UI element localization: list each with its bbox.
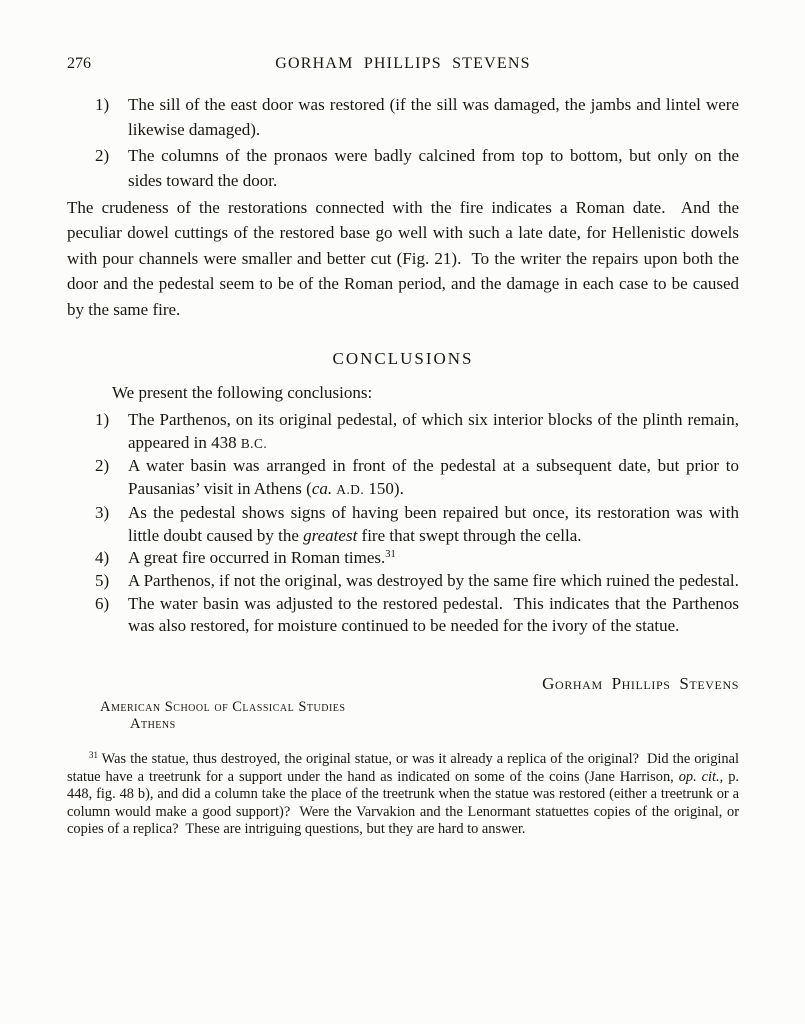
damage-list [67, 92, 744, 194]
list-item [67, 143, 744, 194]
list-item [67, 409, 744, 455]
list-item-number: 4) [95, 548, 110, 568]
author-signature: Gorham Phillips Stevens [542, 674, 739, 693]
running-head: GORHAM PHILLIPS STEVENS [275, 55, 531, 72]
affiliation [67, 699, 739, 732]
list-item [67, 455, 744, 501]
affiliation-line1: American School of Classical Studies [100, 699, 346, 715]
list-item-text: The water basin was adjusted to the restored pedestal. This indicates that the Parthenos was also restored, for moisture continued to be needed for the ivory of the statue. [128, 593, 744, 636]
list-item-number: 1) [95, 95, 110, 114]
list-item [67, 502, 744, 547]
list-item-text: The Parthenos, on its original pedestal, of which six interior blocks of the plinth remain, appeared in 438 B.C. [128, 410, 744, 452]
list-item-number: 2) [95, 145, 110, 165]
list-item-text: As the pedestal shows signs of having been repaired but once, its restoration was with little doubt caused by the greatest fire that swept through the cella. [128, 502, 744, 545]
list-item-number: 6) [95, 593, 110, 613]
list-item-text: A Parthenos, if not the original, was destroyed by the same fire which ruined the pedestal. [128, 570, 739, 590]
list-item-text: The columns of the pronaos were badly calcined from top to bottom, but only on the sides toward the door. [128, 145, 744, 191]
footnote: $^{31}$ Was the statue, thus destroyed, the original statue, or was it already a replica of the original? Did the original statue have a treetrunk for a support under the hand as indicated on some of the coins (Jane Harrison, op. cit., p. 448, fig. 48 b), and did a column take the place of the treetrunk when the statue was restored (either a treetrunk or a column would make a good support)? Were the Varvakion and the Lenormant statuettes copies of the original, or copies of a replica? These are intriguing questions, but they are hard to answer. [67, 750, 743, 838]
list-item-number: 2) [95, 456, 110, 476]
list-item-number: 5) [95, 570, 110, 590]
list-item-number: 3) [95, 502, 110, 522]
conclusions-heading: CONCLUSIONS [332, 349, 474, 368]
body-paragraph: The crudeness of the restorations connected with the fire indicates a Roman date. And the peculiar dowel cuttings of the restored base go well with such a late date, for Hellenistic dowels with pour channels were smaller and better cut (Fig. 21). To the writer the repairs upon both the door and the pedestal seem to be of the Roman period, and the damage in each case to be caused by the same fire. [67, 198, 744, 319]
list-item-text: A great fire occurred in Roman times.$^{31}$ [128, 548, 396, 568]
page-number: 276 [67, 55, 91, 72]
conclusions-intro: We present the following conclusions: [112, 383, 373, 402]
list-item [67, 570, 739, 593]
conclusions-list [67, 409, 744, 638]
affiliation-line2: Athens [130, 715, 176, 732]
list-item-text: The sill of the east door was restored (if the sill was damaged, the jambs and lintel were likewise damaged). [128, 95, 744, 140]
list-item [67, 92, 744, 143]
list-item-text: A water basin was arranged in front of the pedestal at a subsequent date, but prior to Pausanias’ visit in Athens (ca. A.D. 150). [128, 456, 744, 499]
list-item [67, 547, 739, 570]
list-item-number: 1) [95, 410, 110, 429]
list-item [67, 593, 744, 638]
page-header [67, 55, 739, 77]
